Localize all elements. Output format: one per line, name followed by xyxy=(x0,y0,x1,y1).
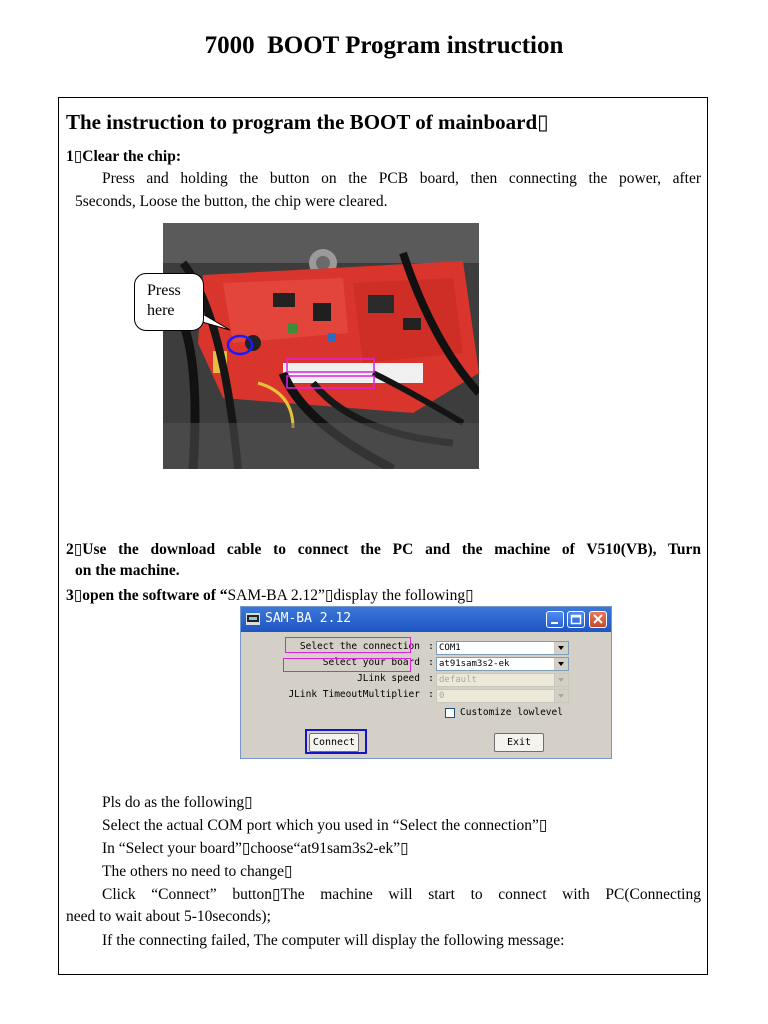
samba-titlebar xyxy=(241,607,611,632)
chevron-down-icon[interactable] xyxy=(554,642,568,654)
highlight-connection xyxy=(285,637,411,653)
press-here-callout xyxy=(134,273,204,331)
instruction-line5: Click “Connect” button▯The machine will start to connect with PC(Connecting xyxy=(102,886,701,903)
step1-heading: 1▯Clear the chip: xyxy=(66,148,182,165)
samba-window xyxy=(240,606,612,759)
jlink-timeout-select xyxy=(436,689,569,703)
step1-paragraph-line1: Press and holding the button on the PCB board, then connecting the power, after xyxy=(102,170,701,187)
page-title: 7000 BOOT Program instruction xyxy=(204,32,564,59)
connect-button[interactable]: Connect xyxy=(309,733,359,752)
chevron-down-icon[interactable] xyxy=(554,658,568,670)
app-icon xyxy=(246,613,260,625)
minimize-button[interactable] xyxy=(546,611,564,628)
colon-4: : xyxy=(428,689,435,700)
step3-line xyxy=(66,585,474,605)
instruction-line3: In “Select your board”▯choose“at91sam3s2-ek”▯ xyxy=(102,840,409,857)
callout-line2: here xyxy=(147,302,175,319)
step3-normal: SAM-BA 2.12”▯display the following▯ xyxy=(227,587,474,604)
highlight-board xyxy=(283,658,411,672)
chevron-down-icon xyxy=(554,690,568,702)
board-value: at91sam3s2-ek xyxy=(439,659,510,669)
minimize-icon xyxy=(547,612,563,627)
connection-label: Select the connection xyxy=(299,641,420,652)
maximize-button[interactable] xyxy=(567,611,585,628)
step2-line2: on the machine. xyxy=(75,562,180,579)
instruction-line4: The others no need to change▯ xyxy=(102,863,293,880)
chevron-down-icon xyxy=(554,674,568,686)
customize-lowlevel-label: Customize lowlevel xyxy=(460,707,563,718)
jlink-speed-label: JLink speed xyxy=(357,673,420,684)
close-icon xyxy=(590,612,606,627)
highlight-connect xyxy=(305,729,367,754)
instruction-line6: need to wait about 5-10seconds); xyxy=(66,908,271,925)
instruction-line2: Select the actual COM port which you used in “Select the connection”▯ xyxy=(102,817,548,834)
connection-select[interactable] xyxy=(436,641,569,655)
connection-value: COM1 xyxy=(439,643,461,653)
jlink-speed-select xyxy=(436,673,569,687)
maximize-icon xyxy=(568,612,584,627)
board-label: Select your board xyxy=(322,657,420,668)
jlink-timeout-label: JLink TimeoutMultiplier xyxy=(288,689,420,700)
colon-2: : xyxy=(428,657,435,668)
samba-window-title: SAM-BA 2.12 xyxy=(265,611,352,626)
instruction-line7: If the connecting failed, The computer will display the following message: xyxy=(102,932,565,949)
pcb-board-photo xyxy=(163,223,479,469)
section-heading: The instruction to program the BOOT of mainboard▯ xyxy=(66,110,549,134)
instruction-line1: Pls do as the following▯ xyxy=(102,794,253,811)
colon-1: : xyxy=(428,641,435,652)
pcb-board-illustration xyxy=(163,223,479,469)
step3-bold: 3▯open the software of “ xyxy=(66,587,228,604)
close-button[interactable] xyxy=(589,611,607,628)
callout-line1: Press xyxy=(147,282,181,299)
board-select[interactable] xyxy=(436,657,569,671)
customize-lowlevel-checkbox[interactable] xyxy=(445,708,455,718)
step2-line1: 2▯Use the download cable to connect the PC and the machine of V510(VB), Turn xyxy=(66,541,701,558)
jlink-timeout-value: 0 xyxy=(439,691,445,701)
exit-button[interactable]: Exit xyxy=(494,733,544,752)
step1-paragraph-line2: 5seconds, Loose the button, the chip were cleared. xyxy=(75,193,388,210)
colon-3: : xyxy=(428,673,435,684)
jlink-speed-value: default xyxy=(439,675,477,685)
